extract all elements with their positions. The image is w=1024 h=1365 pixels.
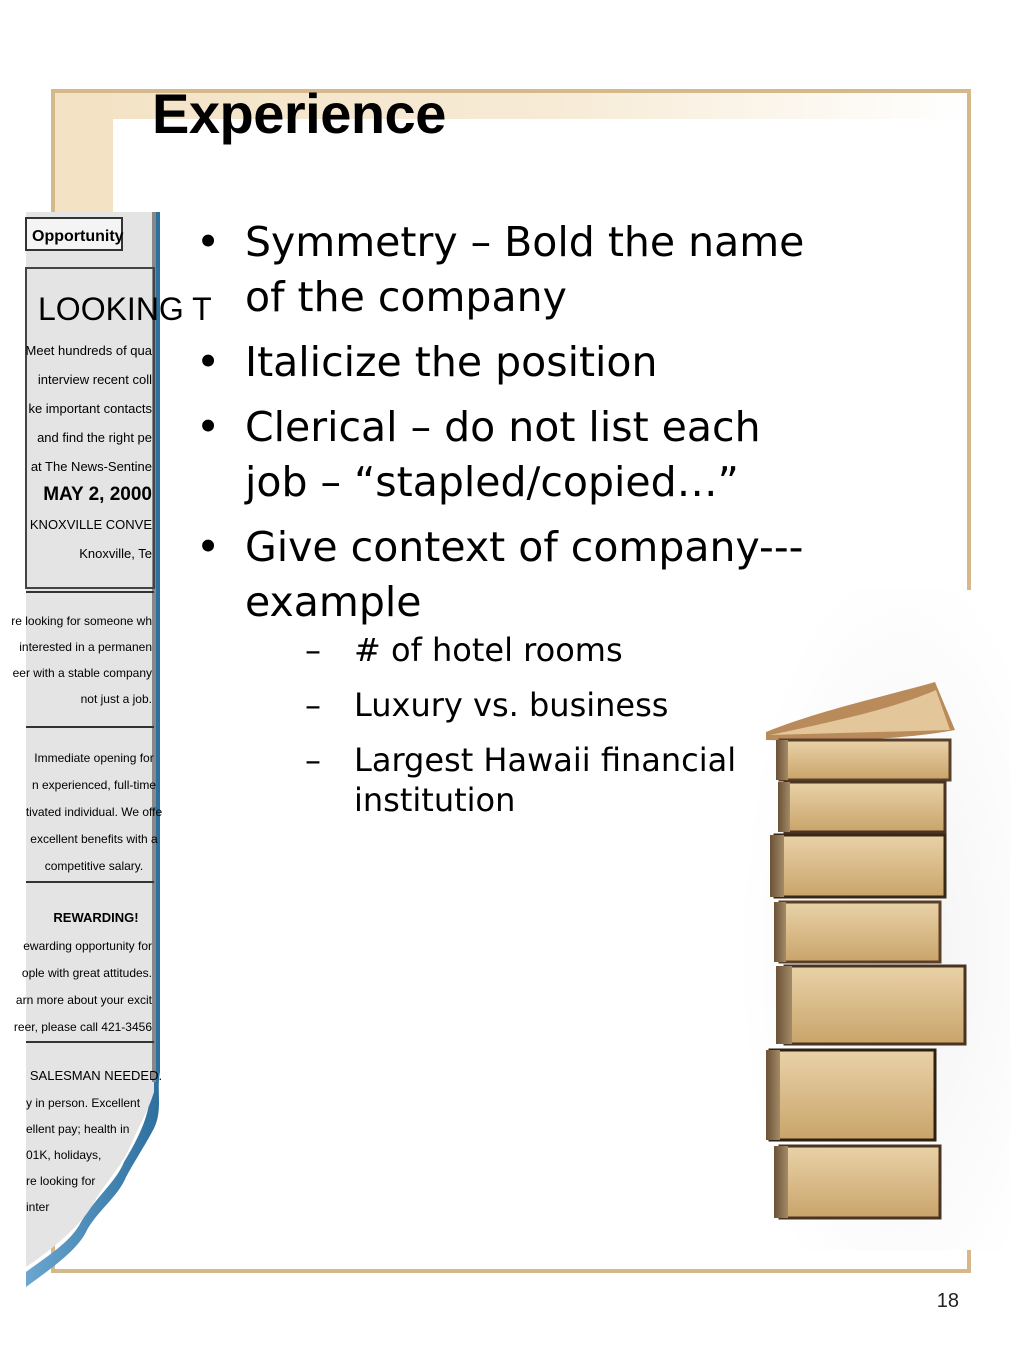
bullet-text: Symmetry – Bold the name of the company xyxy=(245,218,805,321)
slide-body xyxy=(196,215,816,835)
bullet-item xyxy=(196,520,816,820)
news-headline: LOOKING T xyxy=(38,291,212,327)
ad-line: ellent pay; health in xyxy=(26,1122,130,1136)
bullet-mark: • xyxy=(196,523,221,571)
bullet-text: Clerical – do not list each job – “stapled/copied…” xyxy=(245,403,761,506)
page-number: 18 xyxy=(936,1290,959,1312)
sub-bullet-mark: – xyxy=(305,631,321,669)
sub-bullet-list xyxy=(245,630,816,820)
ad-line: re looking for xyxy=(26,1174,96,1188)
ad-line: KNOXVILLE CONVE xyxy=(29,517,152,532)
slide-title: Experience xyxy=(152,82,446,145)
bullet-mark: • xyxy=(196,338,221,386)
ad-line: 01K, holidays, xyxy=(26,1148,102,1162)
ad-line: reer, please call 421-3456 xyxy=(13,1020,152,1034)
ad-line: Meet hundreds of qua xyxy=(25,343,152,358)
ad-line: at The News-Sentine xyxy=(30,459,152,474)
bullet-text: Give context of company---example xyxy=(245,523,804,626)
sub-bullet-item xyxy=(305,630,824,670)
ad-line: y in person. Excellent xyxy=(26,1096,141,1110)
bullet-text: Italicize the position xyxy=(245,338,658,386)
bullet-item xyxy=(196,335,816,390)
bullet-item xyxy=(196,400,816,510)
sub-bullet-item xyxy=(305,685,824,725)
sub-bullet-text: Largest Hawaii financial institution xyxy=(354,741,737,819)
ad-rewarding-title: REWARDING! xyxy=(53,910,139,925)
bullet-mark: • xyxy=(196,403,221,451)
sub-bullet-mark: – xyxy=(305,741,321,779)
ad-line: Immediate opening for xyxy=(34,751,154,765)
ad-line: interview recent coll xyxy=(37,372,152,387)
ad-line: ople with great attitudes. xyxy=(21,966,152,980)
news-header-text: Opportunity xyxy=(32,228,124,245)
ad-line: Knoxville, Te xyxy=(79,546,152,561)
newspaper-illustration xyxy=(11,212,212,1292)
ad-line: tivated individual. We offe xyxy=(25,805,163,819)
ad-line: re looking for someone wh xyxy=(11,614,152,628)
sub-bullet-mark: – xyxy=(305,686,321,724)
ad-line: interested in a permanen xyxy=(19,640,152,654)
sub-bullet-text: Luxury vs. business xyxy=(354,686,669,724)
bullet-list xyxy=(196,215,816,820)
bullet-item xyxy=(196,215,816,325)
ad-line: eer with a stable company xyxy=(12,666,152,680)
sub-bullet-text: # of hotel rooms xyxy=(354,631,623,669)
ad-line: arn more about your excit xyxy=(15,993,152,1007)
ad-line: competitive salary. xyxy=(44,859,144,873)
bullet-mark: • xyxy=(196,218,221,266)
ad-line: excellent benefits with a xyxy=(30,832,158,846)
ad-line: ewarding opportunity for xyxy=(23,939,152,953)
ad-line: inter xyxy=(26,1200,50,1214)
ad-line: not just a job. xyxy=(80,692,152,706)
ad-line: ke important contacts xyxy=(28,401,152,416)
sub-bullet-item xyxy=(305,740,824,820)
ad-line: MAY 2, 2000 xyxy=(43,484,152,505)
ad-line: and find the right pe xyxy=(37,430,152,445)
ad-line: n experienced, full-time xyxy=(31,778,157,792)
ad-salesman-title: SALESMAN NEEDED. xyxy=(29,1068,163,1083)
